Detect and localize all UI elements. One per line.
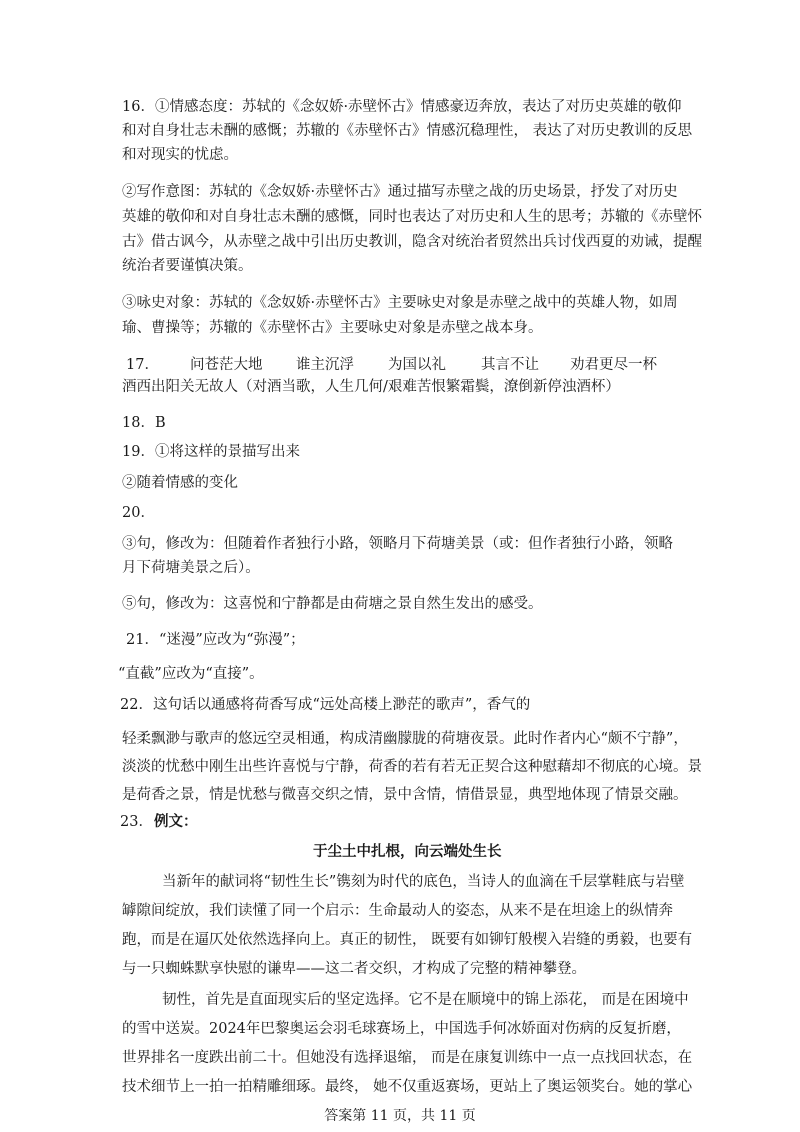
q19-line-1: 19．①将这样的景描写出来 [122, 444, 300, 460]
q17-answer-5: 劝君更尽一杯 [570, 357, 657, 373]
q17-answer-1: 问苍茫大地 [190, 357, 263, 373]
q19-line-2: ②随着情感的变化 [122, 475, 238, 491]
q22-line-1: 22．这句话以通感将荷香写成“远处高楼上渺茫的歌声”，香气的 [120, 697, 531, 713]
essay-p2-line-1: 韧性，首先是直面现实后的坚定选择。它不是在顺境中的锦上添花， 而是在困境中 [162, 992, 689, 1008]
q16-part3-line-2: 瑜、曹操等；苏辙的《赤壁怀古》主要咏史对象是赤壁之战本身。 [122, 320, 543, 336]
q22-line-2: 轻柔飘渺与歌声的悠远空灵相通，构成清幽朦胧的荷塘夜景。此时作者内心“颇不宁静”， [122, 731, 688, 747]
q16-part2-line-2: 英雄的敬仰和对自身壮志未酬的感慨，同时也表达了对历史和人生的思考；苏辙的《赤壁怀 [122, 209, 702, 225]
q17-line-2: 酒西出阳关无故人（对酒当歌，人生几何/艰难苦恨繁霜鬓，潦倒新停浊酒杯） [122, 379, 620, 395]
q23-example-label: 例文： [154, 813, 198, 830]
q16-part2-line-1: ②写作意图：苏轼的《念奴娇·赤壁怀古》通过描写赤壁之战的历史场景，抒发了对历史 [122, 184, 678, 200]
page-footer: 答案第 11 页，共 11 页 [324, 1108, 476, 1124]
essay-p2-line-4: 技术细节上一拍一拍精雕细琢。最终， 她不仅重返赛场，更站上了奥运领奖台。她的掌心 [122, 1079, 693, 1095]
q17-answer-3: 为国以礼 [388, 357, 446, 373]
essay-title: 于尘土中扎根，向云端处生长 [313, 843, 502, 860]
q17-answer-4: 其言不让 [481, 357, 539, 373]
q17-number: 17． [126, 357, 159, 373]
q16-part2-line-3: 古》借古讽今，从赤壁之战中引出历史教训，隐含对统治者贸然出兵讨伐西夏的劝诫，提醒 [122, 234, 702, 250]
q16-line-1: 16．①情感态度：苏轼的《念奴娇·赤壁怀古》情感豪迈奔放，表达了对历史英雄的敬仰 [122, 99, 682, 115]
q16-part3-line-1: ③咏史对象：苏轼的《念奴娇·赤壁怀古》主要咏史对象是赤壁之战中的英雄人物，如周 [122, 295, 678, 311]
q17-answer-2: 谁主沉浮 [296, 357, 354, 373]
essay-p2-line-2: 的雪中送炭。2024年巴黎奥运会羽毛球赛场上，中国选手何冰娇面对伤病的反复折磨， [122, 1021, 681, 1037]
q16-line-2: 和对自身壮志未酬的感慨；苏辙的《赤壁怀古》情感沉稳理性， 表达了对历史教训的反思 [122, 123, 693, 139]
q22-line-4: 是荷香之景，情是忧愁与微喜交织之情，景中含情，情借景显，典型地体现了情景交融。 [122, 787, 688, 803]
q21-line-2: “直截”应改为“直接”。 [118, 666, 264, 682]
q22-line-3: 淡淡的忧愁中刚生出些许喜悦与宁静，荷香的若有若无正契合这种慰藉却不彻底的心境。景 [122, 759, 702, 775]
q16-line-3: 和对现实的忧虑。 [122, 147, 238, 163]
essay-p1-line-4: 与一只蜘蛛默享快慰的谦卑——这二者交织，才构成了完整的精神攀登。 [122, 961, 586, 977]
q21-line-1: 21．“迷漫”应改为“弥漫”； [126, 632, 305, 648]
essay-p2-line-3: 世界排名一度跌出前二十。但她没有选择退缩， 而是在康复训练中一点一点找回状态，在 [122, 1050, 693, 1066]
q20-number: 20． [122, 505, 155, 521]
q18-answer: 18．B [122, 415, 166, 431]
essay-p1-line-3: 跑，而是在逼仄处依然选择向上。真正的韧性， 既要有如铆钉般楔入岩缝的勇毅，也要有 [122, 932, 693, 948]
q20-line-3: ⑤句，修改为：这喜悦和宁静都是由荷塘之景自然生发出的感受。 [122, 596, 543, 612]
q23-number: 23． [120, 814, 153, 830]
essay-p1-line-1: 当新年的献词将“韧性生长”镌刻为时代的底色，当诗人的血滴在千层掌鞋底与岩壁 [162, 874, 685, 890]
essay-p1-line-2: 罅隙间绽放，我们读懂了同一个启示：生命最动人的姿态，从来不是在坦途上的纵情奔 [122, 903, 673, 919]
q20-line-1: ③句，修改为：但随着作者独行小路，领略月下荷塘美景（或：但作者独行小路，领略 [122, 536, 673, 552]
q20-line-2: 月下荷塘美景之后）。 [122, 560, 260, 576]
q16-part2-line-4: 统治者要谨慎决策。 [122, 258, 253, 274]
